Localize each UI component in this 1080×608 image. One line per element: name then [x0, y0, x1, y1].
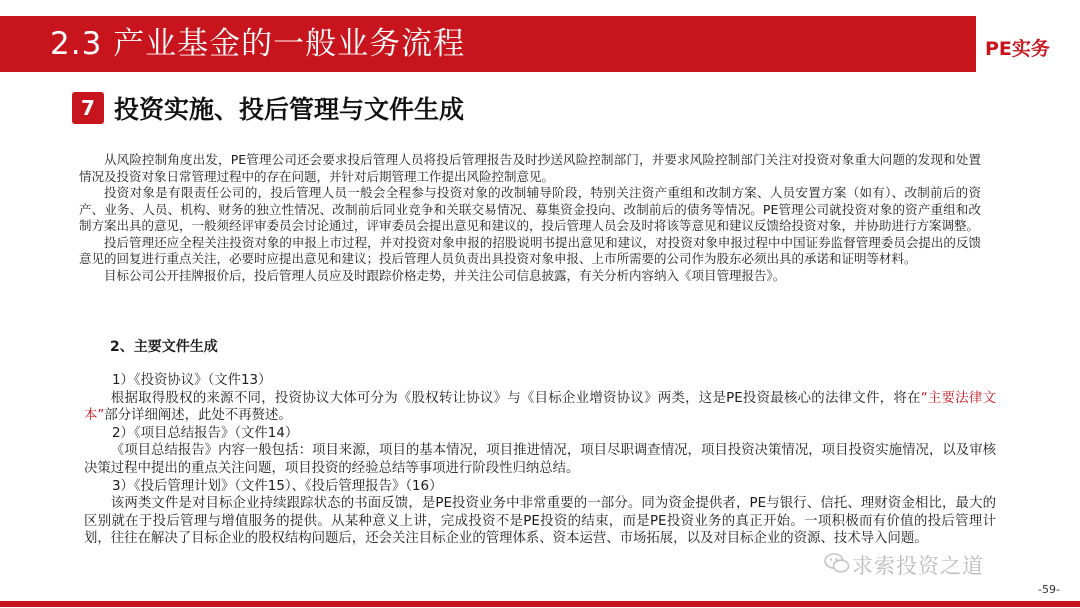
item-3-title: 3）《投后管理计划》（文件15）、《投后管理报告》（16）: [112, 478, 443, 494]
page-number: -59-: [1038, 583, 1060, 596]
paragraph-1: 从风险控制角度出发，PE管理公司还会要求投后管理人员将投后管理报告及时抄送风险控制部门，并要求风险控制部门关注对投资对象重大问题的发现和处置情况及投资对象日常管理过程中的存在问题，并针对后期管理工作提出风险控制意见。: [79, 152, 981, 184]
brand-logo-text: PE实务: [985, 38, 1050, 60]
title-bar: [0, 16, 976, 72]
item-1-text: [84, 390, 996, 425]
item-2-title: 2）《项目总结报告》（文件14）: [112, 425, 299, 441]
paragraph-4: 目标公司公开挂牌报价后，投后管理人员应及时跟踪价格走势，并关注公司信息披露，有关分析内容纳入《项目管理报告》。: [104, 267, 786, 283]
page-title: 2.3 产业基金的一般业务流程: [50, 26, 466, 62]
document-list: [84, 372, 996, 548]
section-title: 投资实施、投后管理与文件生成: [114, 95, 465, 124]
item-3-text: 该两类文件是对目标企业持续跟踪状态的书面反馈，是PE投资业务中非常重要的一部分。同为资金提供者，PE与银行、信托、理财资金相比，最大的区别就在于投后管理与增值服务的提供。从某种意义上讲，完成投资不是PE投资的结束，而是PE投资业务的真正开始。一项积极而有价值的投后管理计划，往往在解决了目标企业的股权结构问题后，还会关注目标企业的管理体系、资本运营、市场拓展，以及对目标企业的资源、技术导入问题。: [84, 496, 996, 547]
item-2-text: 《项目总结报告》内容一般包括：项目来源，项目的基本情况，项目推进情况，项目尽职调查情况，项目投资决策情况，项目投资实施情况，以及审核决策过程中提出的重点关注问题，项目投资的经验总结等事项进行阶段性归纳总结。: [84, 443, 996, 476]
section-number: 7: [81, 96, 95, 120]
subheading-main-documents: 2、主要文件生成: [110, 339, 218, 355]
item-1-title: 1）《投资协议》（文件13）: [112, 373, 272, 388]
watermark-text: 求索投资之道: [852, 554, 984, 578]
item-1-text-b: 部分详细阐述，此处不再赘述。: [104, 408, 292, 424]
paragraph-3: 投后管理还应全程关注投资对象的申报上市过程，并对投资对象申报的招股说明书提出意见和建议，对投资对象申报过程中中国证券监督管理委员会提出的反馈意见的回复进行重点关注，必要时应提出意见和建议；投后管理人员负责出具投资对象申报、上市所需要的公司作为股东必须出具的承诺和证明等材料。: [79, 234, 981, 266]
item-1-highlight: “主要法律文本”: [84, 390, 997, 424]
paragraph-2: 投资对象是有限责任公司的，投后管理人员一般会全程参与投资对象的改制辅导阶段，特别关注资产重组和改制方案、人员安置方案（如有）、改制前后的资产、业务、人员、机构、财务的独立性情况、改制前后同业竞争和关联交易情况、募集资金投向、改制前后的债务等情况。PE管理公司就投资对象的资产重组和改制方案出具的意见，一般须经评审委员会讨论通过，评审委员会提出意见和建议的，投后管理人员会及时将该等意见和建议反馈给投资对象，并协助进行方案调整。: [79, 185, 981, 233]
body-paragraphs: [79, 152, 981, 284]
section-number-badge: [72, 92, 104, 124]
item-1-text-a: 根据取得股权的来源不同，投资协议大体可分为《股权转让协议》与《目标企业增资协议》两类，这是PE投资最核心的法律文件，将在: [110, 390, 921, 406]
footer-bar: [0, 601, 1080, 607]
